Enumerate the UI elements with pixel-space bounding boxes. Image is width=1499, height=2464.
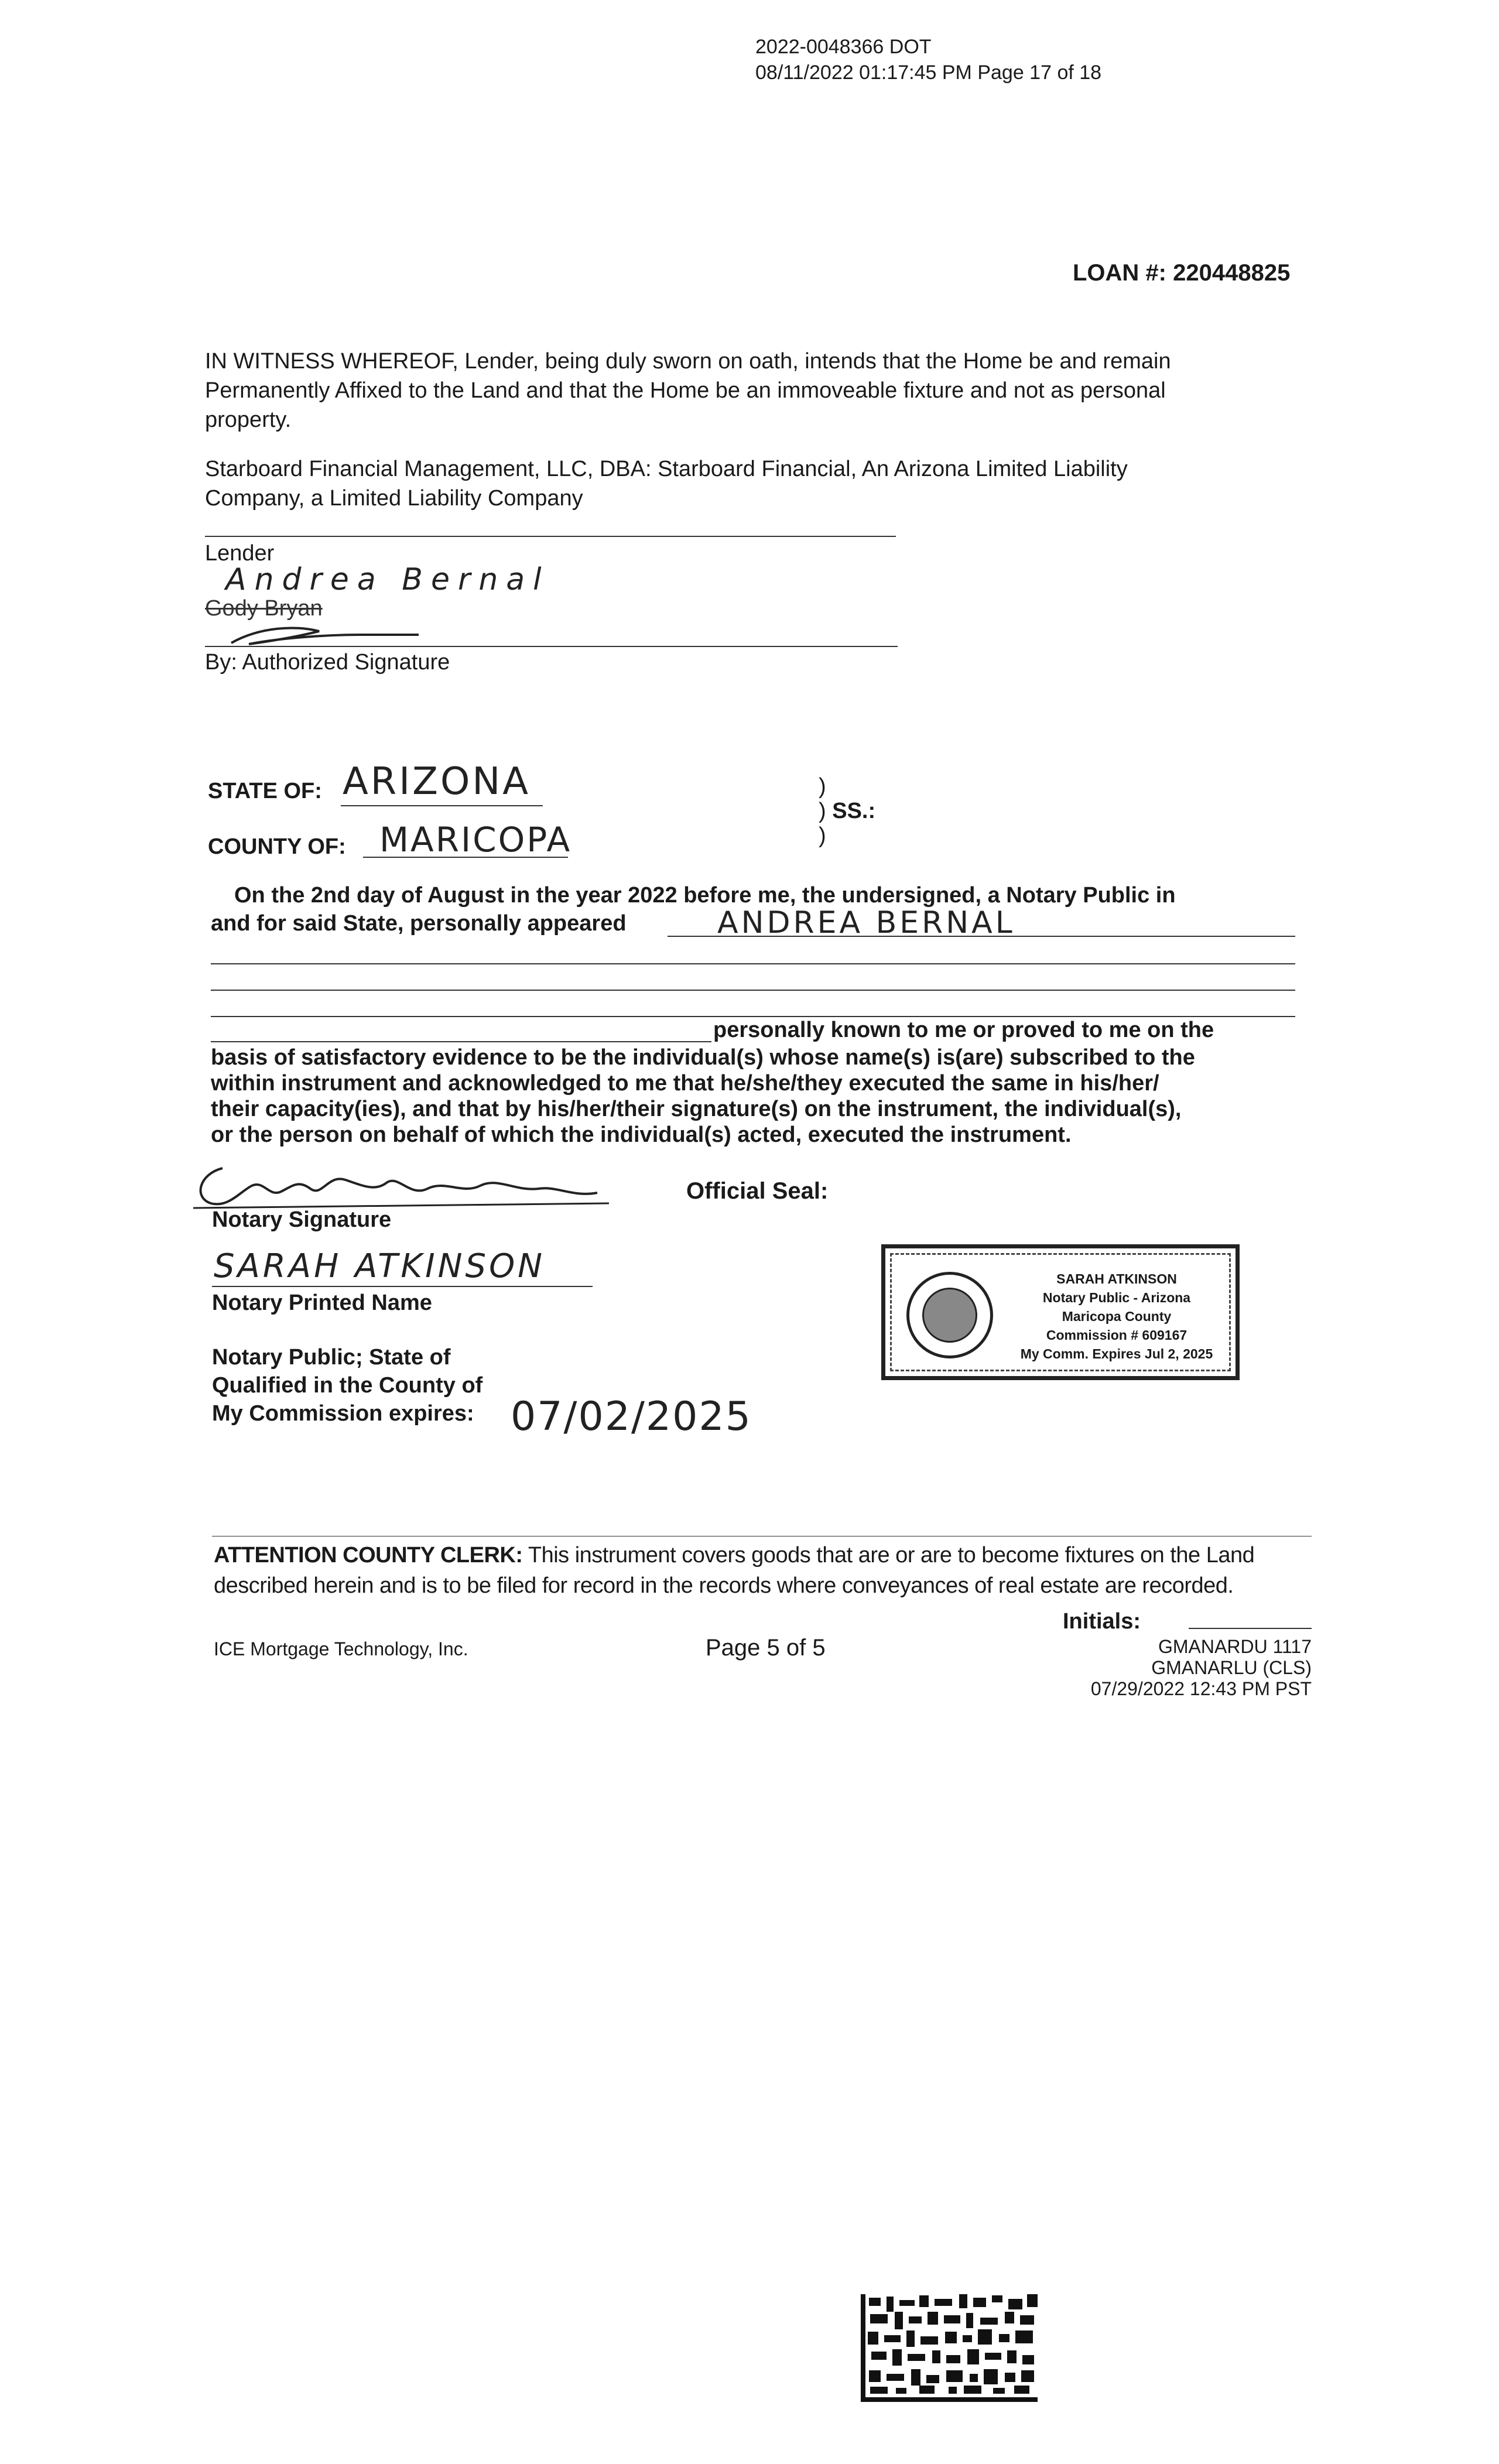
lender-label: Lender [205,541,275,566]
attention-text: This instrument covers goods that are or are to become fixtures on the Land [522,1543,1255,1568]
blank-rule [211,963,1295,964]
notary-qualification [212,1343,482,1428]
ack-line-1: On the 2nd day of August in the year 2022 before me, the undersigned, a Notary Public in [234,883,1176,908]
ack-body-line: within instrument and acknowledged to me that he/she/they executed the same in his/her/ [211,1071,1159,1096]
footer-page-number: Page 5 of 5 [706,1635,826,1661]
state-rule [341,805,543,806]
ss-label: SS.: [832,799,876,823]
attention-heading: ATTENTION COUNTY CLERK: [214,1543,523,1568]
initials-label: Initials: [1063,1609,1141,1634]
seal-notary-name: SARAH ATKINSON [1056,1271,1177,1286]
footer-code: GMANARDU 1117 [1158,1636,1312,1657]
seal-line: My Comm. Expires Jul 2, 2025 [1020,1346,1213,1361]
blank-rule [211,990,1295,991]
footer-company: ICE Mortgage Technology, Inc. [214,1638,468,1659]
ack-body-line: their capacity(ies), and that by his/her/their signature(s) on the instrument, the individual(s), [211,1097,1182,1121]
notary-printed-name: SARAH ATKINSON [214,1247,546,1285]
signature-rule [205,646,898,647]
blank-rule [211,1041,711,1042]
known-suffix: personally known to me or proved to me on the [713,1018,1214,1042]
seal-emblem-center [922,1288,977,1343]
state-value: ARIZONA [343,760,531,803]
official-seal-label: Official Seal: [686,1178,829,1204]
lender-handwritten-name: Andrea Bernal [225,562,550,597]
ack-line-2: and for said State, personally appeared [211,911,627,936]
initials-rule [1189,1628,1312,1629]
county-value: MARICOPA [379,820,572,860]
witness-line: Permanently Affixed to the Land and that the Home be an immoveable fixture and not as personal [205,378,1166,403]
attention-text: described herein and is to be filed for record in the records where conveyances of real estate are recorded. [214,1573,1234,1598]
printed-name-label: Notary Printed Name [212,1291,432,1315]
notary-seal-stamp [881,1244,1240,1380]
notary-signature [187,1156,621,1215]
company-line: Company, a Limited Liability Company [205,486,583,511]
commission-date: 07/02/2025 [511,1394,752,1440]
document-id: 2022-0048366 DOT [755,36,932,58]
authorized-signature-label: By: Authorized Signature [205,650,450,675]
recording-timestamp: 08/11/2022 01:17:45 PM Page 17 of 18 [755,61,1102,84]
notary-county-line: Qualified in the County of [212,1373,483,1398]
loan-number: LOAN #: 220448825 [1073,260,1291,286]
witness-line: IN WITNESS WHEREOF, Lender, being duly sworn on oath, intends that the Home be and remain [205,349,1171,374]
witness-paragraph [205,347,1317,434]
county-label: COUNTY OF: [208,834,346,859]
seal-line: Notary Public - Arizona [1042,1290,1191,1305]
state-label: STATE OF: [208,779,322,803]
appeared-rule [668,936,1295,937]
notary-state-line: Notary Public; State of [212,1345,451,1370]
company-name [205,454,1317,513]
seal-line: Commission # 609167 [1046,1327,1187,1343]
struck-signer-name: Gody Bryan [205,596,323,621]
recording-header [755,34,1101,85]
datamatrix-barcode [861,2294,1038,2402]
witness-line: property. [205,408,292,432]
footer-codes [1054,1636,1312,1699]
commission-label: My Commission expires: [212,1401,474,1426]
appeared-name: ANDREA BERNAL [717,905,1015,940]
state-seal-emblem [906,1272,993,1358]
ack-body-line: or the person on behalf of which the individual(s) acted, executed the instrument. [211,1123,1072,1147]
ack-body-line: basis of satisfactory evidence to be the individual(s) whose name(s) is(are) subscribed to the [211,1045,1195,1070]
footer-code: 07/29/2022 12:43 PM PST [1090,1678,1312,1699]
printed-name-rule [212,1286,593,1287]
ack-body [211,1045,1323,1148]
blank-rule [211,1016,1295,1017]
footer-code: GMANARLU (CLS) [1151,1657,1312,1678]
seal-text [1002,1269,1231,1363]
seal-line: Maricopa County [1062,1309,1172,1324]
company-rule [205,536,896,537]
company-line: Starboard Financial Management, LLC, DBA: Starboard Financial, An Arizona Limited Liability [205,457,1128,481]
county-rule [363,857,568,858]
attention-block [214,1540,1320,1601]
notary-signature-label: Notary Signature [212,1207,392,1232]
ss-brackets: ) ) SS.: ) [819,774,876,848]
